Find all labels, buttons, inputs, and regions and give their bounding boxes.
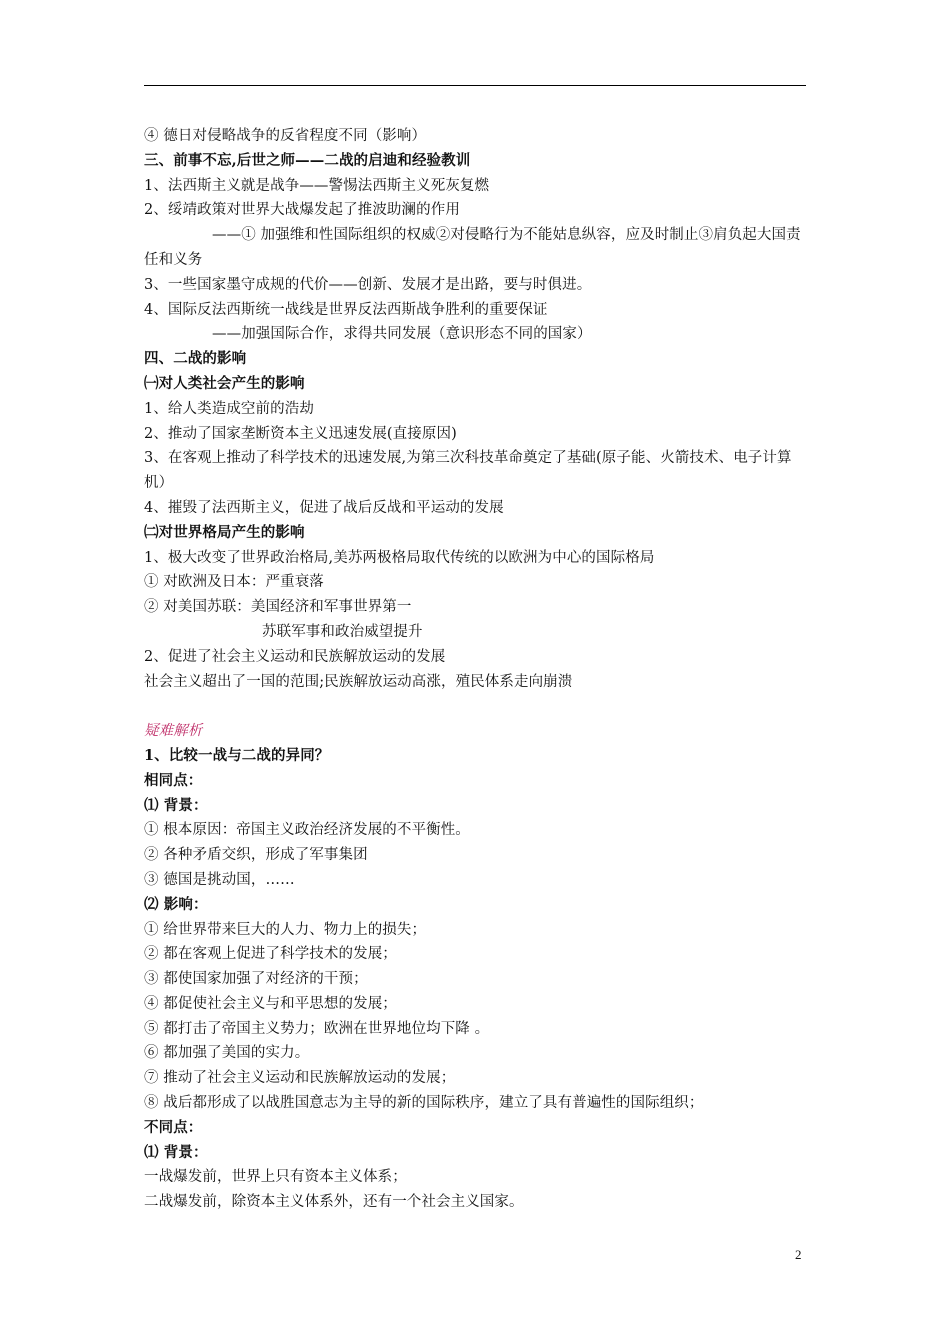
subsection-heading: ⑵ 影响：	[144, 895, 208, 913]
text-line: 一战爆发前，世界上只有资本主义体系；	[144, 1169, 407, 1186]
text-line: 2、绥靖政策对世界大战爆发起了推波助澜的作用	[144, 202, 460, 219]
section-heading: 三、前事不忘,后世之师——二战的启迪和经验教训	[144, 151, 471, 169]
text-line: 3、在客观上推动了科学技术的迅速发展,为第三次科技革命奠定了基础(原子能、火箭技术、电子计算机）	[144, 450, 792, 492]
analysis-heading: 疑难解析	[144, 723, 203, 740]
text-line: 1、法西斯主义就是战争——警惕法西斯主义死灰复燃	[144, 177, 490, 194]
subsection-heading: ⑴ 背景：	[144, 1143, 208, 1161]
text-line: 4、摧毁了法西斯主义，促进了战后反战和平运动的发展	[144, 499, 504, 516]
text-line: 4、国际反法西斯统一战线是世界反法西斯战争胜利的重要保证	[144, 301, 548, 318]
text-line: ① 根本原因：帝国主义政治经济发展的不平衡性。	[144, 822, 470, 839]
text-line: ⑧ 战后都形成了以战胜国意志为主导的新的国际秩序，建立了具有普遍性的国际组织；	[144, 1095, 704, 1112]
text-line: ② 都在客观上促进了科学技术的发展；	[144, 946, 397, 963]
text-line: ③ 都使国家加强了对经济的干预；	[144, 971, 368, 988]
spacer	[144, 694, 808, 719]
text-line: ④ 都促使社会主义与和平思想的发展；	[144, 995, 397, 1012]
text-line: ② 各种矛盾交织，形成了军事集团	[144, 847, 368, 864]
text-line: 1、给人类造成空前的浩劫	[144, 400, 314, 417]
text-line: ① 对欧洲及日本：严重衰落	[144, 574, 324, 591]
text-line: 社会主义超出了一国的范围;民族解放运动高涨，殖民体系走向崩溃	[144, 673, 573, 690]
page-body	[144, 124, 808, 1215]
text-line: ③ 德国是挑动国，……	[144, 871, 295, 888]
subsection-heading: ⑴ 背景：	[144, 796, 208, 814]
text-line: 苏联军事和政治威望提升	[262, 623, 423, 640]
subsection-heading: ㈡对世界格局产生的影响	[144, 523, 305, 541]
text-line: ① 给世界带来巨大的人力、物力上的损失；	[144, 921, 427, 938]
text-line: ② 对美国苏联：美国经济和军事世界第一	[144, 599, 412, 616]
subsection-heading: ㈠对人类社会产生的影响	[144, 374, 305, 392]
question-heading: 1、比较一战与二战的异同？	[144, 746, 330, 764]
text-line: 2、推动了国家垄断资本主义迅速发展(直接原因)	[144, 425, 457, 442]
text-line: ⑤ 都打击了帝国主义势力；欧洲在世界地位均下降 。	[144, 1020, 490, 1037]
subsection-heading: 不同点：	[144, 1118, 203, 1136]
page-number: 2	[795, 1247, 802, 1262]
text-line: ——加强国际合作，求得共同发展（意识形态不同的国家）	[212, 326, 592, 343]
text-line: ——① 加强维和性国际组织的权威②对侵略行为不能姑息纵容，应及时制止③肩负起大国责任和义务	[144, 227, 801, 268]
text-line: 2、促进了社会主义运动和民族解放运动的发展	[144, 648, 446, 665]
text-line: 3、一些国家墨守成规的代价——创新、发展才是出路，要与时俱进。	[144, 276, 592, 293]
text-line: ⑦ 推动了社会主义运动和民族解放运动的发展；	[144, 1070, 456, 1087]
text-line: 二战爆发前，除资本主义体系外，还有一个社会主义国家。	[144, 1194, 524, 1211]
section-heading: 四、二战的影响	[144, 350, 247, 368]
subsection-heading: 相同点：	[144, 771, 203, 789]
header-rule	[144, 85, 806, 86]
text-line: ⑥ 都加强了美国的实力。	[144, 1045, 310, 1062]
text-line: ④ 德日对侵略战争的反省程度不同（影响）	[144, 128, 427, 144]
text-line: 1、极大改变了世界政治格局,美苏两极格局取代传统的以欧洲为中心的国际格局	[144, 549, 655, 566]
